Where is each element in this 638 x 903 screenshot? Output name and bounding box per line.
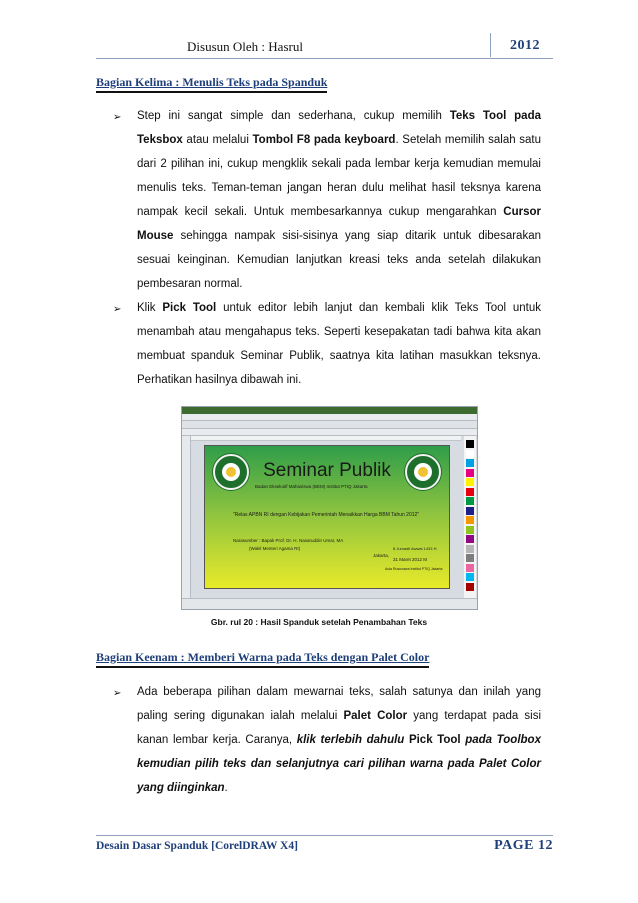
text-run: atau melalui	[182, 134, 253, 146]
palette-swatch	[466, 554, 474, 562]
palette-swatch	[466, 507, 474, 515]
paragraph-line	[137, 728, 541, 752]
palette-swatch	[466, 583, 474, 591]
text-run: dari 2 pilihan ini, cukup mengklik sekali pada lembar kerja kemudian memulai	[137, 158, 541, 170]
toolbox	[182, 436, 191, 598]
text-run: paling sering digunakan ialah melalui	[137, 710, 344, 722]
palette-swatch	[466, 469, 474, 477]
banner-venue: Aula Rusunawa Institut PTIQ Jakarta	[385, 567, 443, 571]
text-run: . Setelah memilih salah satu	[395, 134, 541, 146]
header-divider	[490, 33, 491, 57]
section-6-paragraph-1	[137, 680, 541, 800]
text-run: Palet Color	[343, 710, 408, 722]
text-run: Mouse	[137, 230, 174, 242]
text-run: menambah atau mengahapus teks. Seperti kesepakatan tadi bahwa kita akan	[137, 326, 541, 338]
property-bar	[182, 429, 477, 436]
status-bar	[182, 598, 477, 610]
paragraph-line	[137, 752, 541, 776]
palette-swatch	[466, 516, 474, 524]
paragraph-line	[137, 776, 541, 800]
coreldraw-screenshot	[181, 406, 478, 610]
palette-swatch	[466, 545, 474, 553]
banner-org: Badan Eksekutif Mahasiswa (BEM) Institut PTIQ Jakarta	[255, 484, 368, 489]
standard-toolbar	[182, 421, 477, 429]
banner-design	[204, 445, 450, 589]
footer-rule	[96, 835, 553, 836]
banner-city: Jakarta,	[373, 553, 390, 558]
palette-swatch	[466, 450, 474, 458]
text-run: sehingga nampak sisi-sisinya yang siap ditarik untuk dibesarakan	[173, 230, 541, 242]
text-run: yang diinginkan	[137, 782, 225, 794]
text-run: klik terlebih dahulu	[296, 734, 405, 746]
paragraph-line	[137, 248, 541, 272]
palette-swatch	[466, 564, 474, 572]
paragraph-line	[137, 224, 541, 248]
text-run: Klik	[137, 302, 163, 314]
paragraph-line	[137, 704, 541, 728]
paragraph-line	[137, 152, 541, 176]
header-year: 2012	[510, 38, 540, 53]
menu-bar	[182, 414, 477, 421]
text-run: .	[224, 782, 228, 794]
text-run: Teksbox	[137, 134, 183, 146]
section-5-paragraph-2	[137, 296, 541, 392]
palette-swatch	[466, 488, 474, 496]
text-run: Tombol F8 pada keyboard	[252, 134, 396, 146]
page-number: PAGE 12	[494, 838, 553, 853]
ruler	[191, 436, 461, 441]
banner-date-masehi: 31 Maret 2012 M	[393, 557, 428, 562]
text-run: nampak kecil sekali. Untuk membesarkannya cukup mengarahkan	[137, 206, 504, 218]
text-run: untuk editor lebih lanjut dan kembali klik Teks Tool untuk	[216, 302, 541, 314]
paragraph-line	[137, 344, 541, 368]
section-6-title: Bagian Keenam : Memberi Warna pada Teks dengan Palet Color	[96, 650, 429, 668]
text-run: kanan lembar kerja. Caranya,	[137, 734, 297, 746]
paragraph-line	[137, 104, 541, 128]
header-author: Disusun Oleh : Hasrul	[187, 39, 303, 54]
text-run: yang terdapat pada sisi	[407, 710, 541, 722]
paragraph-line	[137, 296, 541, 320]
figure-caption: Gbr. rul 20 : Hasil Spanduk setelah Penambahan Teks	[210, 617, 428, 627]
text-run: Perhatikan hasilnya dibawah ini.	[137, 374, 302, 386]
banner-date-hijri: 8 Jumadil Awwal 1433 H	[393, 546, 437, 551]
text-run: Pick Tool	[162, 302, 217, 314]
text-run: sesuai keinginan. Kemudian lanjutkan kreasi teks anda setelah dilakukan	[137, 254, 541, 266]
paragraph-line	[137, 200, 541, 224]
banner-title: Seminar Publik	[263, 460, 391, 481]
palette-swatch	[466, 478, 474, 486]
text-run: membuat spanduk Seminar Publik, saatnya kita latihan masukkan teksnya.	[137, 350, 541, 362]
text-run: Step ini sangat simple dan sederhana, cukup memilih	[137, 110, 450, 122]
section-5-paragraph-1	[137, 104, 541, 296]
paragraph-line	[137, 320, 541, 344]
header-rule	[96, 58, 553, 59]
text-run: pembesaran normal.	[137, 278, 243, 290]
paragraph-line	[137, 680, 541, 704]
paragraph-line	[137, 128, 541, 152]
banner-speaker: Narasumber : Bapak Prof. Dr. H. Nasaruddin Umar, MA	[233, 538, 344, 543]
text-run: pada Toolbox	[465, 734, 541, 746]
bullet-arrow-icon: ➢	[113, 688, 122, 699]
text-run: Ada beberapa pilihan dalam mewarnai teks, salah satunya dan inilah yang	[137, 686, 541, 698]
palette-swatch	[466, 440, 474, 448]
footer-title: Desain Dasar Spanduk [CorelDRAW X4]	[96, 840, 298, 852]
text-run: Teks Tool pada	[449, 110, 541, 122]
text-run: menulis teks. Teman-teman jangan heran dulu melihat hasil teksnya karena	[137, 182, 541, 194]
palette-swatch	[466, 497, 474, 505]
palette-swatch	[466, 526, 474, 534]
paragraph-line	[137, 272, 541, 296]
paragraph-line	[137, 176, 541, 200]
title-bar	[182, 407, 477, 414]
text-run: Cursor	[503, 206, 541, 218]
palette-swatch	[466, 459, 474, 467]
palette-swatch	[466, 535, 474, 543]
text-run: kemudian pilih teks dan selanjutnya cari pilihan warna pada Palet Color	[137, 758, 541, 770]
bullet-arrow-icon: ➢	[113, 304, 122, 315]
paragraph-line	[137, 368, 541, 392]
banner-speaker-role: (Wakil Menteri Agama RI)	[249, 546, 301, 551]
palette-swatch	[466, 573, 474, 581]
text-run: Pick Tool	[408, 734, 461, 746]
banner-theme: "Relas APBN RI dengan Kebijakan Pemerintah Menaikkan Harga BBM Tahun 2012"	[233, 512, 420, 518]
section-5-title: Bagian Kelima : Menulis Teks pada Spanduk	[96, 75, 327, 93]
bullet-arrow-icon: ➢	[113, 112, 122, 123]
color-palette	[464, 436, 476, 598]
